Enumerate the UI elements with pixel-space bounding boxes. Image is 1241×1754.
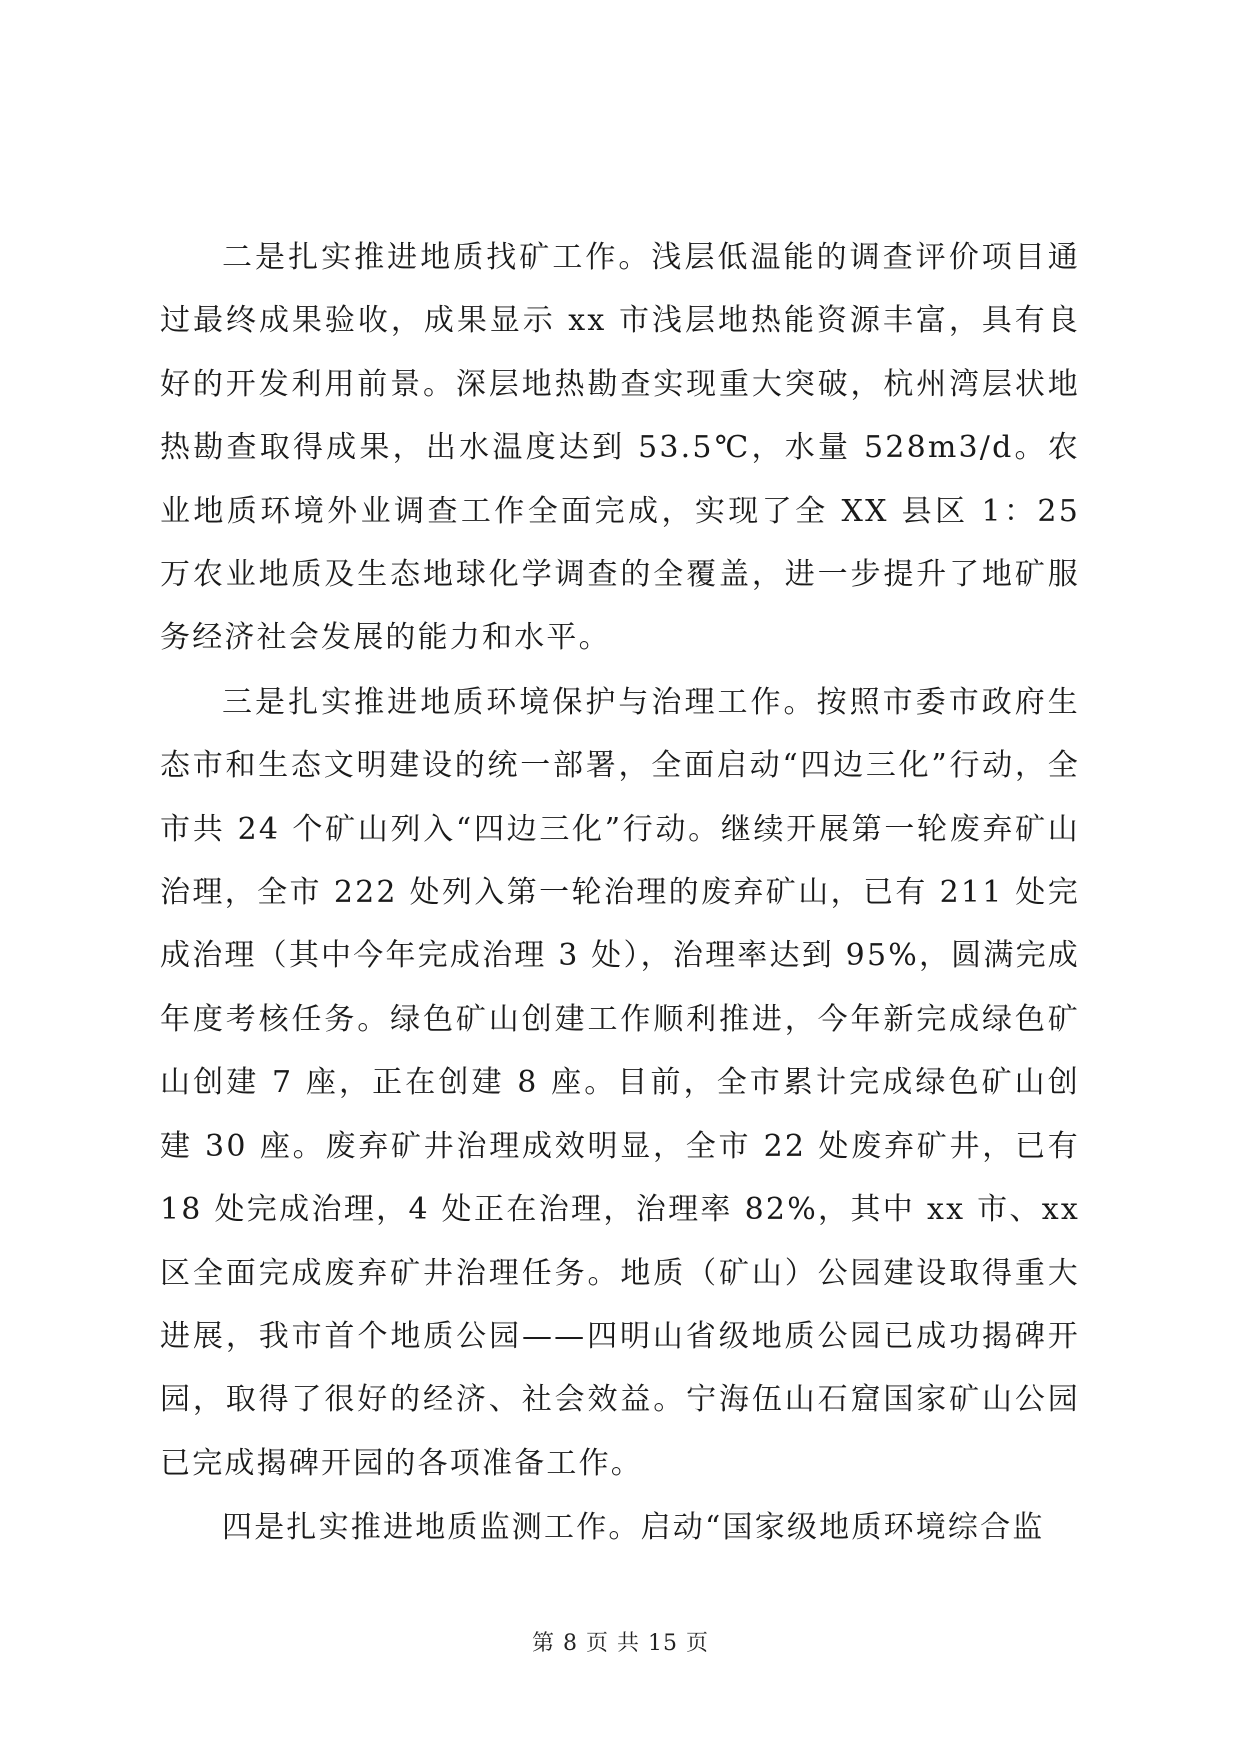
- paragraph-environment-protection: 三是扎实推进地质环境保护与治理工作。按照市委市政府生态市和生态文明建设的统一部署，全面启动“四边三化”行动，全市共 24 个矿山列入“四边三化”行动。继续开展第一轮废弃矿山治理，全市 222 处列入第一轮治理的废弃矿山，已有 211 处完成治理（其中今年完成治理 3 处），治理率达到 95%，圆满完成年度考核任务。绿色矿山创建工作顺利推进，今年新完成绿色矿山创建 7 座，正在创建 8 座。目前，全市累计完成绿色矿山创建 30 座。废弃矿井治理成效明显，全市 22 处废弃矿井，已有 18 处完成治理，4 处正在治理，治理率 82%，其中 xx 市、xx 区全面完成废弃矿井治理任务。地质（矿山）公园建设取得重大进展，我市首个地质公园——四明山省级地质公园已成功揭碑开园，取得了很好的经济、社会效益。宁海伍山石窟国家矿山公园已完成揭碑开园的各项准备工作。: [160, 684, 1080, 1481]
- paragraph-geological-prospecting: 二是扎实推进地质找矿工作。浅层低温能的调查评价项目通过最终成果验收，成果显示 xx 市浅层地热能资源丰富，具有良好的开发利用前景。深层地热勘查实现重大突破，杭州湾层状地热勘查取得成果，出水温度达到 53.5℃，水量 528m3/d。农业地质环境外业调查工作全面完成，实现了全 XX 县区 1：25 万农业地质及生态地球化学调查的全覆盖，进一步提升了地矿服务经济社会发展的能力和水平。: [160, 240, 1080, 656]
- document-body: [160, 226, 1080, 1561]
- paragraph-geological-monitoring: 四是扎实推进地质监测工作。启动“国家级地质环境综合监: [222, 1510, 1045, 1546]
- page-number-footer: 第 8 页 共 15 页: [532, 1631, 709, 1656]
